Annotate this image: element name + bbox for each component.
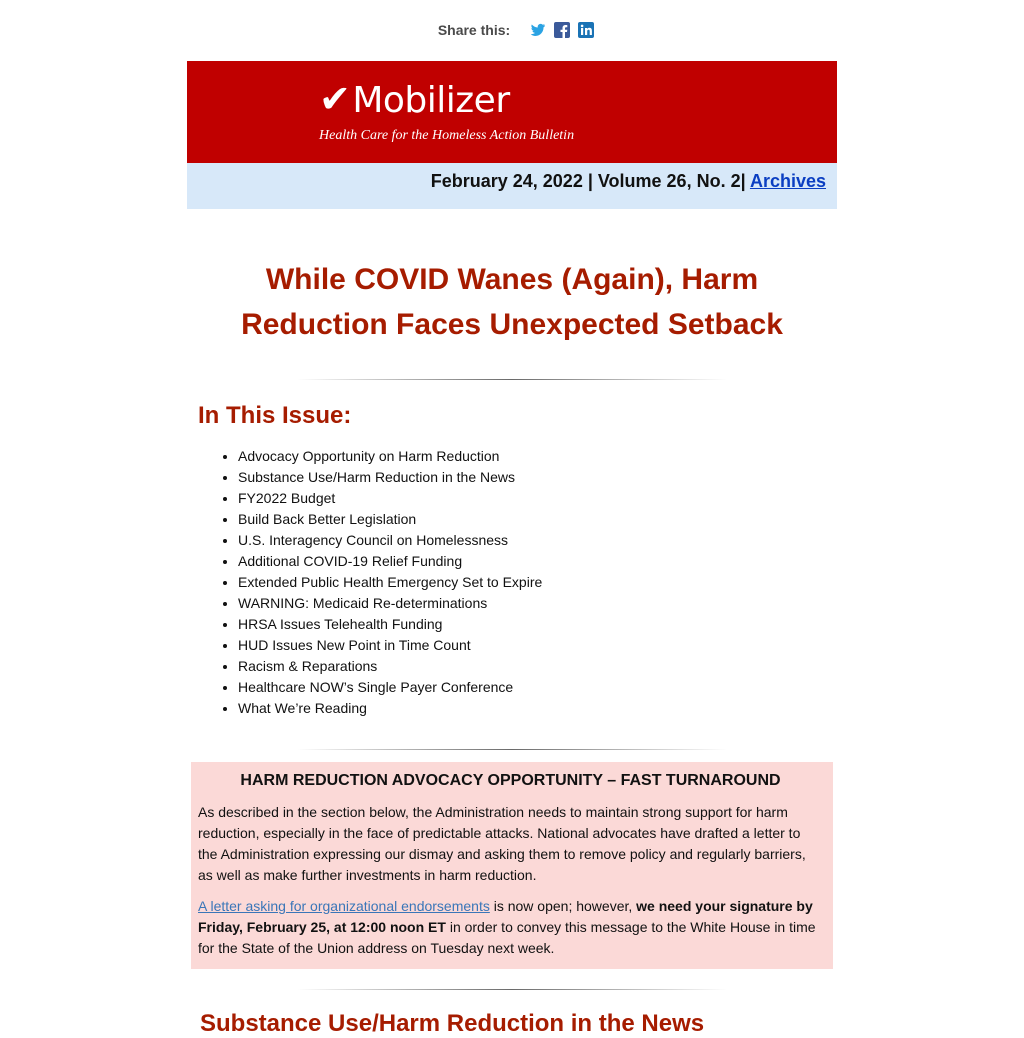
callout-title: HARM REDUCTION ADVOCACY OPPORTUNITY – FAST TURNAROUND [240, 772, 781, 789]
toc-item: • Extended Public Health Emergency Set to Expire [238, 572, 837, 593]
twitter-icon[interactable] [530, 22, 546, 38]
section-title: Substance Use/Harm Reduction in the News [200, 1010, 705, 1037]
divider [297, 379, 727, 380]
toc-item: • Substance Use/Harm Reduction in the News [238, 467, 837, 488]
toc-item: • HUD Issues New Point in Time Count [238, 635, 837, 656]
toc-item: • Additional COVID-19 Relief Funding [238, 551, 837, 572]
endorsement-letter-link[interactable]: A letter asking for organizational endorsements [198, 898, 490, 914]
toc-item: • Build Back Better Legislation [238, 509, 837, 530]
callout-text-end: in order to convey this message to the White House in time for the State of the Union address on Tuesday next week. [198, 919, 816, 956]
masthead-logo [319, 77, 510, 121]
toc-item: • Advocacy Opportunity on Harm Reduction [238, 446, 837, 467]
checkmark-icon: ✔ [319, 77, 351, 121]
headline-line-2: Reduction Faces Unexpected Setback [241, 308, 783, 341]
divider [297, 989, 727, 990]
toc-item: • Racism & Reparations [238, 656, 837, 677]
masthead [187, 61, 837, 163]
callout-text: is now open; however, [489, 898, 637, 914]
in-this-issue-title: In This Issue: [198, 402, 352, 429]
headline [187, 257, 837, 347]
toc-item: • What We’re Reading [238, 698, 837, 719]
callout-paragraph: As described in the section below, the Administration needs to maintain strong support for harm reduction, especially in the face of predictable attacks. National advocates have drafted a letter to the Administration expressing our dismay and asking them to remove policy and regularly barriers, as well as make further investments in harm reduction. [198, 804, 806, 883]
archives-link[interactable]: Archives [749, 171, 826, 191]
dateline-bar [187, 163, 837, 209]
divider [297, 749, 727, 750]
table-of-contents [187, 446, 837, 719]
share-label: Share this: [437, 22, 511, 38]
advocacy-callout-box [191, 762, 833, 969]
toc-item: • U.S. Interagency Council on Homelessness [238, 530, 837, 551]
toc-item: • Healthcare NOW’s Single Payer Conference [238, 677, 837, 698]
masthead-subtitle: Health Care for the Homeless Action Bulletin [319, 128, 575, 143]
toc-item: • WARNING: Medicaid Re-determinations [238, 593, 837, 614]
toc-item: • HRSA Issues Telehealth Funding [238, 614, 837, 635]
toc-item: • FY2022 Budget [238, 488, 837, 509]
masthead-title: Mobilizer [352, 80, 510, 121]
facebook-icon[interactable] [554, 22, 570, 38]
callout-deadline: we need your signature by Friday, February 25, at 12:00 noon ET [198, 898, 813, 935]
headline-line-1: While COVID Wanes (Again), Harm [265, 263, 759, 296]
linkedin-icon[interactable] [578, 22, 594, 38]
newsletter-body [187, 61, 837, 1038]
issue-date-volume: February 24, 2022 | Volume 26, No. 2| [430, 171, 750, 191]
callout-paragraph-signature [198, 896, 823, 959]
share-bar [0, 16, 1024, 44]
